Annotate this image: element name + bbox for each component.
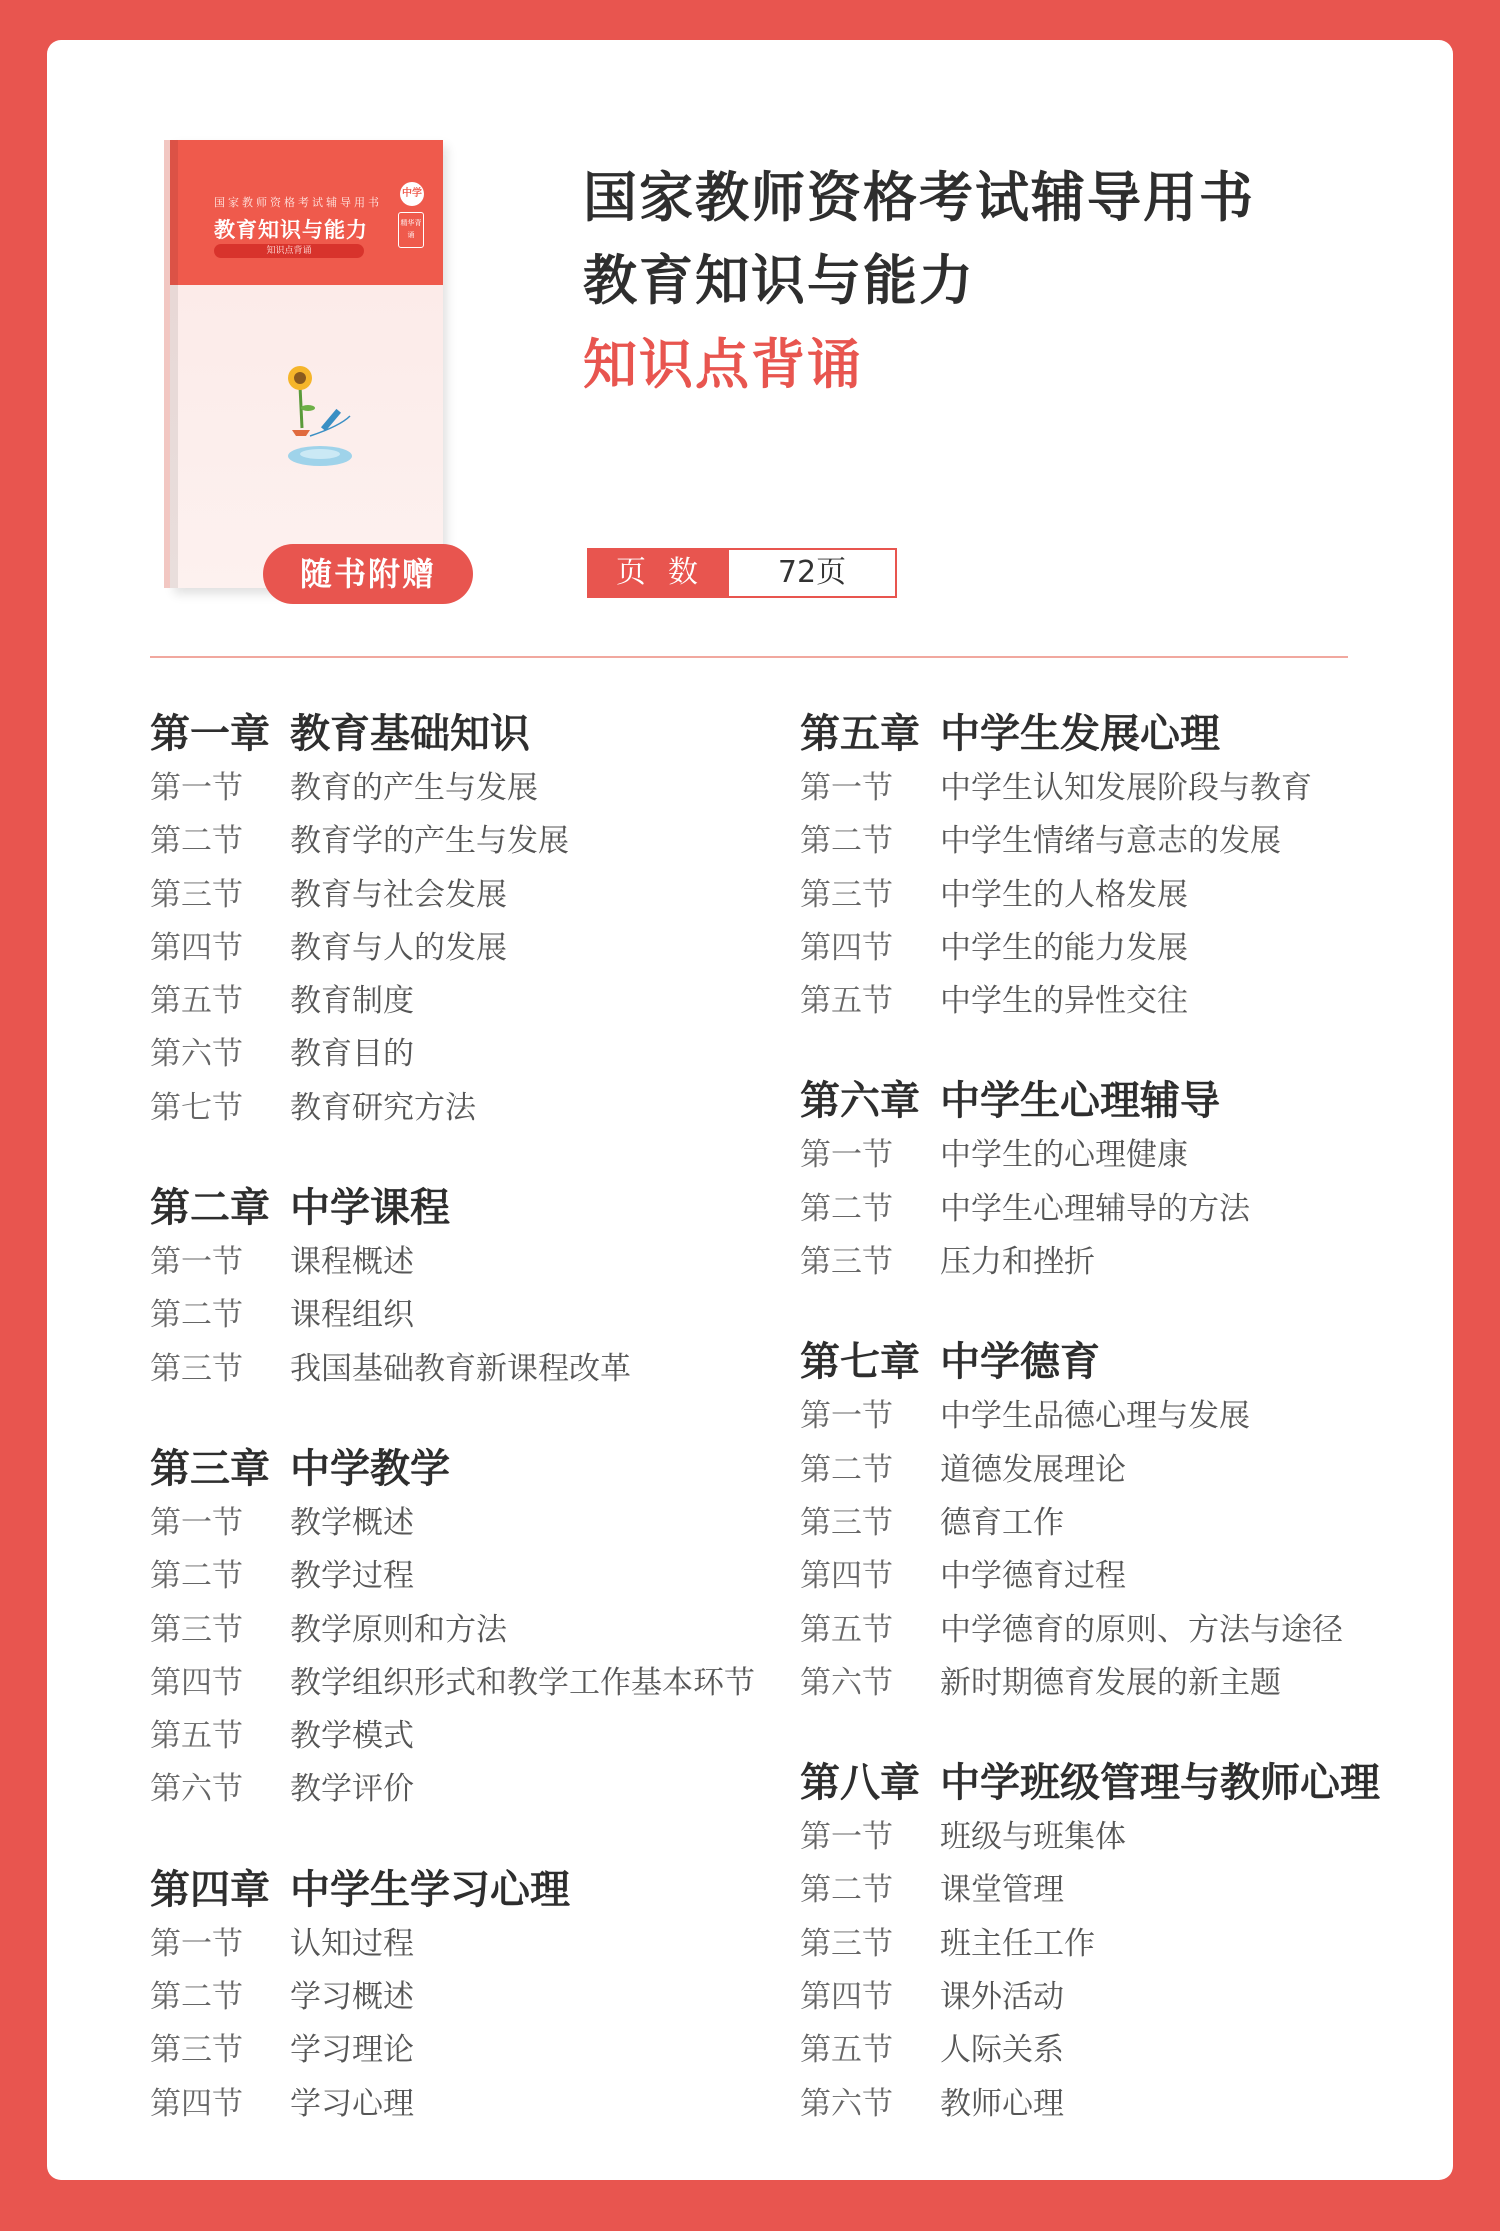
- section-title: 课外活动: [940, 1979, 1064, 2016]
- chapter-number: 第七章: [800, 1339, 920, 1386]
- gift-badge: 随书附赠: [263, 544, 473, 604]
- section-number: 第四节: [800, 1979, 893, 2016]
- section-number: 第二节: [150, 1558, 243, 1595]
- section-title: 教育研究方法: [290, 1089, 476, 1126]
- section-number: 第一节: [800, 1137, 893, 1174]
- section-number: 第四节: [800, 1558, 893, 1595]
- section-title: 教育的产生与发展: [290, 770, 538, 806]
- chapter-name: 中学生发展心理: [940, 711, 1220, 757]
- toc-section: [800, 1497, 1420, 1550]
- section-number: 第一节: [150, 1504, 243, 1541]
- section-title: 中学生情绪与意志的发展: [940, 823, 1281, 860]
- chapter-name: 中学生学习心理: [290, 1866, 570, 1913]
- toc-chapter: [150, 1180, 790, 1396]
- section-title: 中学生的异性交往: [940, 983, 1188, 1020]
- section-number: 第一节: [800, 1398, 893, 1435]
- book-spine: [170, 140, 178, 588]
- toc-section: [150, 1550, 790, 1603]
- toc-section: [800, 1657, 1420, 1710]
- section-number: 第六节: [800, 1664, 893, 1701]
- toc-section: [800, 1864, 1420, 1917]
- section-title: 教学概述: [290, 1504, 414, 1541]
- section-number: 第二节: [800, 823, 893, 860]
- toc-chapter: [800, 706, 1420, 1028]
- section-number: 第三节: [150, 1611, 243, 1648]
- section-title: 中学生心理辅导的方法: [940, 1190, 1250, 1227]
- toc-section: [150, 869, 790, 922]
- chapter-number: 第四章: [150, 1866, 270, 1913]
- section-title: 中学德育的原则、方法与途径: [940, 1611, 1343, 1648]
- chapter-name: 中学生心理辅导: [940, 1078, 1220, 1125]
- section-number: 第五节: [800, 2032, 893, 2069]
- page-count-value: 72页: [777, 555, 847, 590]
- toc-chapter: [800, 1073, 1420, 1289]
- chapter-number: 第六章: [800, 1078, 920, 1125]
- section-number: 第三节: [150, 2032, 243, 2069]
- section-number: 第六节: [150, 1771, 243, 1808]
- toc-section: [800, 2024, 1420, 2077]
- toc-section: [150, 762, 790, 815]
- section-number: 第四节: [150, 1664, 243, 1701]
- toc-chapter: [150, 1862, 790, 2131]
- toc-chapter: [150, 706, 790, 1135]
- section-title: 教育学的产生与发展: [290, 823, 569, 860]
- section-number: 第一节: [150, 1244, 243, 1281]
- toc-section: [150, 975, 790, 1028]
- chapter-number: 第二章: [150, 1185, 270, 1232]
- section-title: 课堂管理: [940, 1872, 1064, 1909]
- toc-left-column: [150, 706, 790, 2176]
- section-number: 第二节: [800, 1451, 893, 1488]
- section-title: 教学原则和方法: [290, 1611, 507, 1648]
- heading-line-1: 国家教师资格考试辅导用书: [583, 166, 1255, 229]
- section-title: 学习心理: [290, 2085, 414, 2122]
- section-number: 第三节: [800, 1925, 893, 1962]
- section-title: 道德发展理论: [940, 1451, 1126, 1488]
- toc-section: [800, 815, 1420, 868]
- toc-section: [150, 2024, 790, 2077]
- toc-section: [800, 1390, 1420, 1443]
- section-title: 学习概述: [290, 1979, 414, 2016]
- toc-section: [150, 815, 790, 868]
- sunflower-illustration-icon: [280, 358, 360, 478]
- toc-chapter: [800, 1334, 1420, 1710]
- section-title: 人际关系: [940, 2032, 1064, 2069]
- section-title: 中学生认知发展阶段与教育: [940, 770, 1312, 806]
- toc-section: [800, 1183, 1420, 1236]
- section-number: 第三节: [800, 876, 893, 913]
- heading-line-2: 教育知识与能力: [583, 249, 975, 312]
- toc-section: [150, 1710, 790, 1763]
- section-number: 第二节: [150, 1297, 243, 1334]
- section-number: 第二节: [150, 1979, 243, 2016]
- section-title: 教学模式: [290, 1718, 414, 1755]
- section-number: 第六节: [150, 1036, 243, 1073]
- book-cover-ribbon: 知识点背诵: [214, 244, 364, 258]
- toc-section: [800, 1550, 1420, 1603]
- toc-section: [800, 1604, 1420, 1657]
- section-title: 教学评价: [290, 1771, 414, 1808]
- chapter-number: 第三章: [150, 1445, 270, 1492]
- toc-section: [800, 869, 1420, 922]
- section-title: 德育工作: [940, 1504, 1064, 1541]
- section-title: 班级与班集体: [940, 1819, 1126, 1856]
- chapter-number: 第五章: [800, 711, 920, 757]
- toc-section: [150, 1604, 790, 1657]
- section-title: 教育制度: [290, 983, 414, 1020]
- toc-chapter: [800, 1755, 1420, 2131]
- page-count-box: [587, 548, 897, 598]
- book-cover-title: 教育知识与能力: [214, 218, 368, 242]
- toc-section: [150, 1763, 790, 1816]
- section-number: 第五节: [150, 983, 243, 1020]
- chapter-title: [800, 1334, 1420, 1390]
- toc-section: [800, 762, 1420, 815]
- divider: [150, 656, 1348, 658]
- book-cover-image: [170, 140, 443, 588]
- toc-chapter: [150, 1441, 790, 1817]
- section-number: 第四节: [800, 929, 893, 966]
- chapter-title: [150, 1862, 790, 1918]
- section-title: 教育与人的发展: [290, 929, 507, 966]
- toc-section: [800, 922, 1420, 975]
- section-number: 第一节: [800, 770, 893, 806]
- page-count-label: 页数: [589, 550, 729, 596]
- toc-section: [150, 1971, 790, 2024]
- chapter-title: [150, 1441, 790, 1497]
- heading-line-3: 知识点背诵: [583, 333, 863, 396]
- section-number: 第二节: [800, 1872, 893, 1909]
- toc-section: [150, 1289, 790, 1342]
- section-title: 教育与社会发展: [290, 876, 507, 913]
- section-title: 中学生的心理健康: [940, 1137, 1188, 1174]
- chapter-title: [800, 1755, 1420, 1811]
- section-number: 第二节: [150, 823, 243, 860]
- toc-section: [150, 2078, 790, 2131]
- section-title: 认知过程: [290, 1925, 414, 1962]
- section-title: 课程组织: [290, 1297, 414, 1334]
- section-number: 第三节: [800, 1244, 893, 1281]
- toc-section: [150, 1028, 790, 1081]
- section-number: 第三节: [150, 876, 243, 913]
- chapter-title: [800, 1073, 1420, 1129]
- chapter-title: [150, 706, 790, 762]
- section-title: 教学组织形式和教学工作基本环节: [290, 1664, 755, 1701]
- toc-section: [800, 1444, 1420, 1497]
- section-number: 第一节: [150, 1925, 243, 1962]
- chapter-name: 中学班级管理与教师心理: [940, 1760, 1380, 1807]
- chapter-name: 中学教学: [290, 1445, 450, 1492]
- toc-section: [800, 1129, 1420, 1182]
- section-title: 教育目的: [290, 1036, 414, 1073]
- section-number: 第四节: [150, 929, 243, 966]
- book-cover-logo-sub: 精华背诵: [398, 212, 424, 248]
- section-number: 第一节: [150, 770, 243, 806]
- section-number: 第七节: [150, 1089, 243, 1126]
- section-title: 中学德育过程: [940, 1558, 1126, 1595]
- toc-section: [150, 1918, 790, 1971]
- section-number: 第三节: [800, 1504, 893, 1541]
- toc-section: [800, 1811, 1420, 1864]
- section-title: 压力和挫折: [940, 1244, 1095, 1281]
- section-number: 第三节: [150, 1350, 243, 1387]
- chapter-title: [800, 706, 1420, 762]
- toc-section: [800, 1236, 1420, 1289]
- toc-right-column: [800, 706, 1420, 2176]
- section-title: 学习理论: [290, 2032, 414, 2069]
- book-cover-logo: 中学: [400, 182, 424, 206]
- section-title: 课程概述: [290, 1244, 414, 1281]
- section-number: 第一节: [800, 1819, 893, 1856]
- section-title: 新时期德育发展的新主题: [940, 1664, 1281, 1701]
- section-title: 教师心理: [940, 2085, 1064, 2122]
- section-title: 中学生品德心理与发展: [940, 1398, 1250, 1435]
- toc-section: [150, 1343, 790, 1396]
- section-title: 中学生的人格发展: [940, 876, 1188, 913]
- section-number: 第五节: [800, 1611, 893, 1648]
- toc-section: [800, 2078, 1420, 2131]
- chapter-name: 教育基础知识: [290, 711, 530, 757]
- chapter-name: 中学德育: [940, 1339, 1100, 1386]
- toc-section: [800, 1971, 1420, 2024]
- section-number: 第五节: [800, 983, 893, 1020]
- toc-section: [150, 1082, 790, 1135]
- section-title: 班主任工作: [940, 1925, 1095, 1962]
- book-cover-series: 国家教师资格考试辅导用书: [214, 196, 382, 209]
- section-number: 第四节: [150, 2085, 243, 2122]
- section-number: 第六节: [800, 2085, 893, 2122]
- section-number: 第二节: [800, 1190, 893, 1227]
- chapter-number: 第一章: [150, 711, 270, 757]
- toc-section: [150, 922, 790, 975]
- section-title: 中学生的能力发展: [940, 929, 1188, 966]
- toc-section: [150, 1497, 790, 1550]
- section-title: 我国基础教育新课程改革: [290, 1350, 631, 1387]
- section-number: 第五节: [150, 1718, 243, 1755]
- toc-section: [150, 1657, 790, 1710]
- toc-section: [800, 1918, 1420, 1971]
- toc-section: [150, 1236, 790, 1289]
- chapter-name: 中学课程: [290, 1185, 450, 1232]
- chapter-number: 第八章: [800, 1760, 920, 1807]
- toc-section: [800, 975, 1420, 1028]
- section-title: 教学过程: [290, 1558, 414, 1595]
- chapter-title: [150, 1180, 790, 1236]
